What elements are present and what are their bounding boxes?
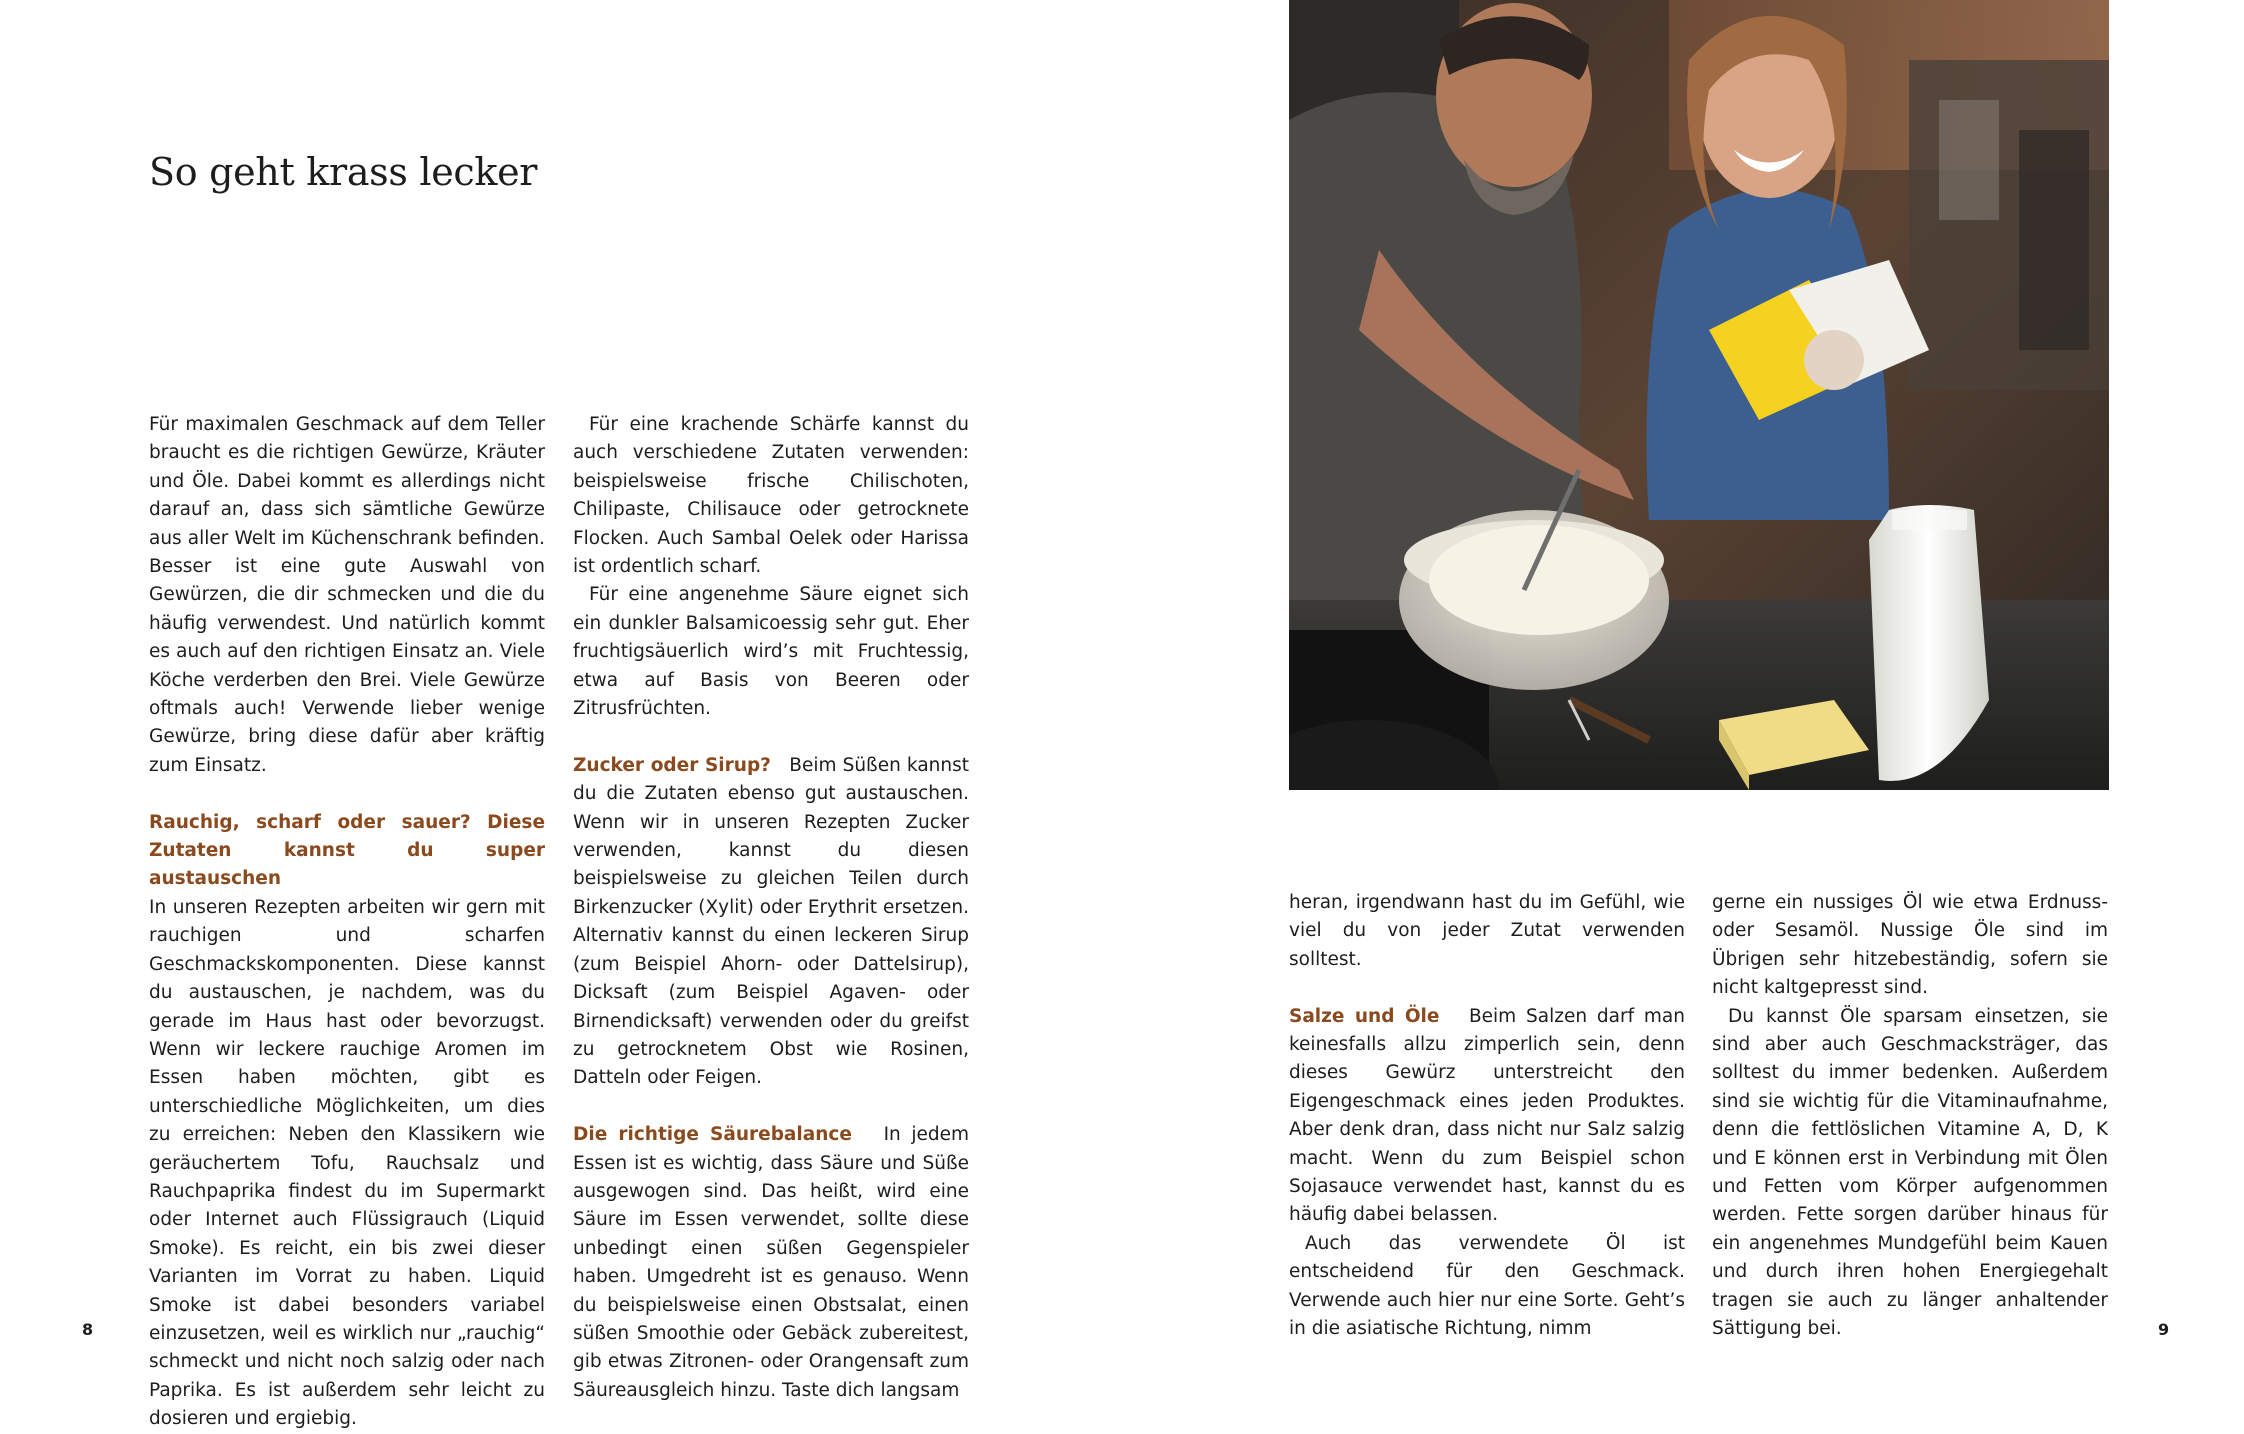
text-column-2 bbox=[573, 411, 969, 1405]
inline-heading: Salze und Öle bbox=[1289, 1005, 1440, 1027]
paragraph-with-heading bbox=[573, 752, 969, 1093]
inline-heading: Die richtige Säurebalance bbox=[573, 1124, 852, 1146]
paragraph-text: In jedem Essen ist es wichtig, dass Säure und Süße ausgewogen sind. Das heißt, wird eine Säure im Essen verwendet, sollte diese unbedingt einen süßen Gegenspieler haben. Umgedreht ist es genauso. Wenn du beispielsweise einen Obstsalat, einen süßen Smoothie oder Gebäck zubereitest, gib etwas Zitronen- oder Orangensaft zum Säureausgleich hinzu. Taste dich langsam bbox=[573, 1124, 969, 1401]
section-heading bbox=[149, 809, 545, 894]
paragraph: heran, irgendwann hast du im Gefühl, wie viel du von jeder Zutat verwenden solltest. bbox=[1289, 892, 1685, 970]
paragraph: Für eine krachende Schärfe kannst du auch verschiedene Zutaten verwenden: beispielsweise frische Chilischoten, Chilipaste, Chilisauce oder getrocknete Flocken. Auch Sambal Oelek oder Harissa ist ordentlich scharf. bbox=[573, 414, 969, 578]
paragraph-with-heading bbox=[1289, 1003, 1685, 1230]
paragraph: In unseren Rezepten arbeiten wir gern mit rauchigen und scharfen Geschmackskomponenten. Diese kannst du austauschen, je nachdem, was du gerade im Haus hast oder bevorzugst. Wenn wir leckere rauchige Aromen im Essen haben möchten, gibt es unterschiedliche Möglichkeiten, um dies zu erreichen: Neben den Klassikern wie geräuchertem Tofu, Rauchsalz und Rauchpaprika findest du im Supermarkt oder Internet auch Flüssigrauch (Liquid Smoke). Es reicht, ein bis zwei dieser Varianten im Vorrat zu haben. Liquid Smoke ist dabei besonders variabel einzusetzen, weil es wirklich nur „rauchig“ schmeckt und nicht noch salzig oder nach Paprika. Es ist außerdem sehr leicht zu dosieren und ergiebig. bbox=[149, 896, 545, 1430]
text-column-3 bbox=[1289, 889, 1685, 1343]
photo-illustration bbox=[1289, 0, 2109, 790]
heading-line: Rauchig, scharf oder sauer? Diese bbox=[149, 811, 545, 833]
paragraph: Für maximalen Geschmack auf dem Teller braucht es die richtigen Gewürze, Kräuter und Öle. Dabei kommt es allerdings nicht darauf an, dass sich sämtliche Gewürze aus aller Welt im Küchenschrank befinden. Besser ist eine gute Auswahl von Gewürzen, die dir schmecken und die du häufig verwendest. Und natürlich kommt es auch auf den richtigen Einsatz an. Viele Köche verderben den Brei. Viele Gewürze oftmals auch! Verwende lieber wenige Gewürze, bring diese dafür aber kräftig zum Einsatz. bbox=[149, 414, 545, 776]
paragraph-text: Beim Salzen darf man keinesfalls allzu zimperlich sein, denn dieses Gewürz unterstreicht den Eigengeschmack eines jeden Produktes. Aber denk dran, dass nicht nur Salz salzig macht. Wenn du zum Beispiel schon Sojasauce verwendet hast, kannst du es häufig dabei belassen. bbox=[1289, 1005, 1685, 1226]
text-column-1 bbox=[149, 411, 545, 1434]
page-title: So geht krass lecker bbox=[149, 150, 538, 194]
paragraph: Für eine angenehme Säure eignet sich ein dunkler Balsamicoessig sehr gut. Eher fruchtigsäuerlich wird’s mit Fruchtessig, etwa auf Basis von Beeren oder Zitrusfrüchten. bbox=[573, 584, 969, 720]
inline-heading: Zucker oder Sirup? bbox=[573, 754, 771, 776]
paragraph-with-heading bbox=[573, 1121, 969, 1405]
paragraph: gerne ein nussiges Öl wie etwa Erdnuss- oder Sesamöl. Nussige Öle sind im Übrigen sehr hitzebeständig, sofern sie nicht kaltgepresst sind. bbox=[1712, 892, 2108, 999]
page-number-right: 9 bbox=[2158, 1320, 2170, 1339]
paragraph: Du kannst Öle sparsam einsetzen, sie sind aber auch Geschmacksträger, das solltest du immer bedenken. Außerdem sind sie wichtig für die Vitaminaufnahme, denn die fettlöslichen Vitamine A, D, K und E können erst in Verbindung mit Ölen und Fetten vom Körper aufgenommen werden. Fette sorgen darüber hinaus für ein angenehmes Mundgefühl beim Kauen und durch ihren hohen Energiegehalt tragen sie auch zu länger anhaltender Sättigung bei. bbox=[1712, 1005, 2108, 1340]
paragraph: Auch das verwendete Öl ist entscheidend für den Geschmack. Verwende auch hier nur eine Sorte. Geht’s in die asiatische Richtung, nimm bbox=[1289, 1232, 1685, 1340]
paragraph-text: Beim Süßen kannst du die Zutaten ebenso gut austauschen. Wenn wir in unseren Rezepten Zucker verwenden, kannst du diesen beispielsweise zu gleichen Teilen durch Birkenzucker (Xylit) oder Erythrit ersetzen. Alternativ kannst du einen leckeren Sirup (zum Beispiel Ahorn- oder Dattelsirup), Dicksaft (zum Beispiel Agaven- oder Birnendicksaft) verwenden oder du greifst zu getrocknetem Obst wie Rosinen, Datteln oder Feigen. bbox=[573, 754, 969, 1089]
cooking-photo bbox=[1289, 0, 2109, 790]
heading-line: Zutaten kannst du super austauschen bbox=[149, 840, 545, 890]
text-column-4 bbox=[1712, 889, 2108, 1344]
page-number-left: 8 bbox=[82, 1320, 94, 1339]
